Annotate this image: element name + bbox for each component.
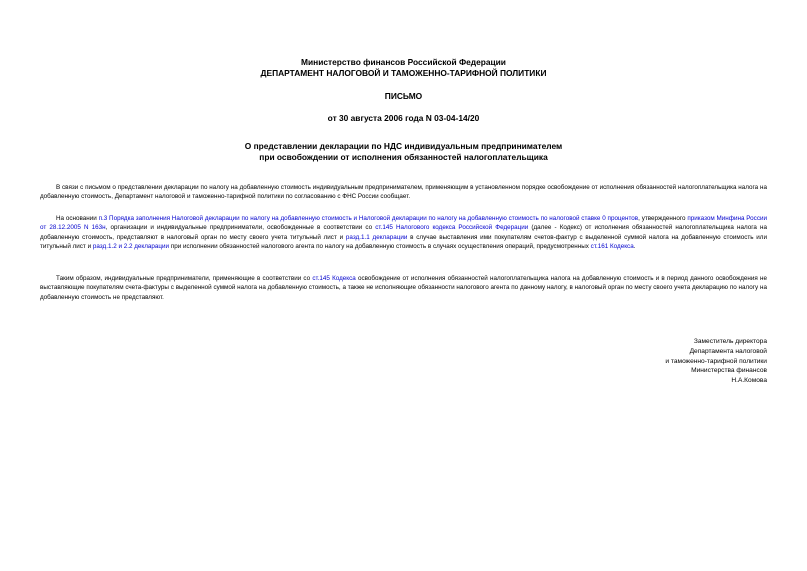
link-sections-1-2-2-2[interactable]: разд.1.2 и 2.2 декларации <box>92 242 170 250</box>
signature-line-4: Министерства финансов <box>691 367 767 375</box>
p3-text-1: Таким образом, индивидуальные предприниматели, применяющие в соответствии со <box>56 275 313 282</box>
signature-block <box>665 337 767 386</box>
link-minfin-order[interactable]: приказом Минфина России от 28.12.2005 N 163н <box>40 215 768 232</box>
p2-text-2: , утвержденного <box>638 215 688 222</box>
document-title-line1: О представлении декларации по НДС индивидуальным предпринимателем <box>244 141 563 151</box>
p2-text-3: , организации и индивидуальные предприниматели, освобожденные в соответствии со <box>105 224 376 232</box>
link-order-procedure[interactable]: п.3 Порядка заполнения Налоговой декларации по налогу на добавленную стоимость и Налоговой декларации по налогу на добавленную стоимость по налоговой ставке 0 процентов <box>98 215 639 222</box>
p2-text-1: На основании <box>56 215 99 222</box>
paragraph-1-text: В связи с письмом о представлении декларации по налогу на добавленную стоимость индивидуальным предпринимателем, применяющим в установленном порядке освобождение от исполнения обязанностей налогоплательщика налога на добавленную стоимость, Департамент налоговой и таможенно-тарифной политики по согласованию с ФНС России сообщает. <box>40 184 767 201</box>
document-date-number: от 30 августа 2006 года N 03-04-14/20 <box>327 113 480 123</box>
paragraph-3 <box>40 274 767 302</box>
paragraph-2 <box>40 214 767 251</box>
p2-text-5: в случае выставления ими покупателям счетов-фактур с выделенной суммой налога на добавленную стоимость или титульный лист и <box>40 233 767 250</box>
paragraph-1 <box>40 183 767 202</box>
document-title-line2: при освобождении от исполнения обязанностей налогоплательщика <box>259 152 548 162</box>
p2-text-6: при исполнении обязанностей налогового агента по налогу на добавленную стоимость в случаях осуществления операций, предусмотренных <box>169 242 591 250</box>
signature-line-2: Департамента налоговой <box>689 347 767 355</box>
link-code-art161[interactable]: ст.161 Кодекса <box>590 242 634 250</box>
signature-line-3: и таможенно-тарифной политики <box>665 357 767 365</box>
p2-text-4: (далее - Кодекс) от исполнения обязанностей налогоплательщика налога на добавленную стоимость, представляют в налоговый орган по месту своего учета титульный лист и <box>40 224 767 241</box>
link-tax-code-art145[interactable]: ст.145 Налогового кодекса Российской Федерации <box>375 224 529 232</box>
ministry-name: Министерство финансов Российской Федерации <box>301 57 506 67</box>
p3-text-2: освобождение от исполнения обязанностей налогоплательщика налога на добавленную стоимость и в период данного освобождения не выставляющие покупателям счета-фактуры с выделенной суммой налога на добавленную стоимость, а также не исполняющие обязанности налогового агента по данному налогу, в налоговый орган по месту своего учета декларацию по налогу на добавленную стоимость не представляют. <box>40 275 767 301</box>
signature-line-1: Заместитель директора <box>693 338 767 345</box>
link-code-art145[interactable]: ст.145 Кодекса <box>312 275 356 282</box>
signature-name: Н.А.Комова <box>731 377 767 385</box>
department-name: ДЕПАРТАМЕНТ НАЛОГОВОЙ И ТАМОЖЕННО-ТАРИФНОЙ ПОЛИТИКИ <box>260 68 547 78</box>
link-section-1-1[interactable]: разд.1.1 декларации <box>345 233 408 241</box>
p2-text-7: . <box>633 242 636 250</box>
document-type: ПИСЬМО <box>384 91 423 101</box>
